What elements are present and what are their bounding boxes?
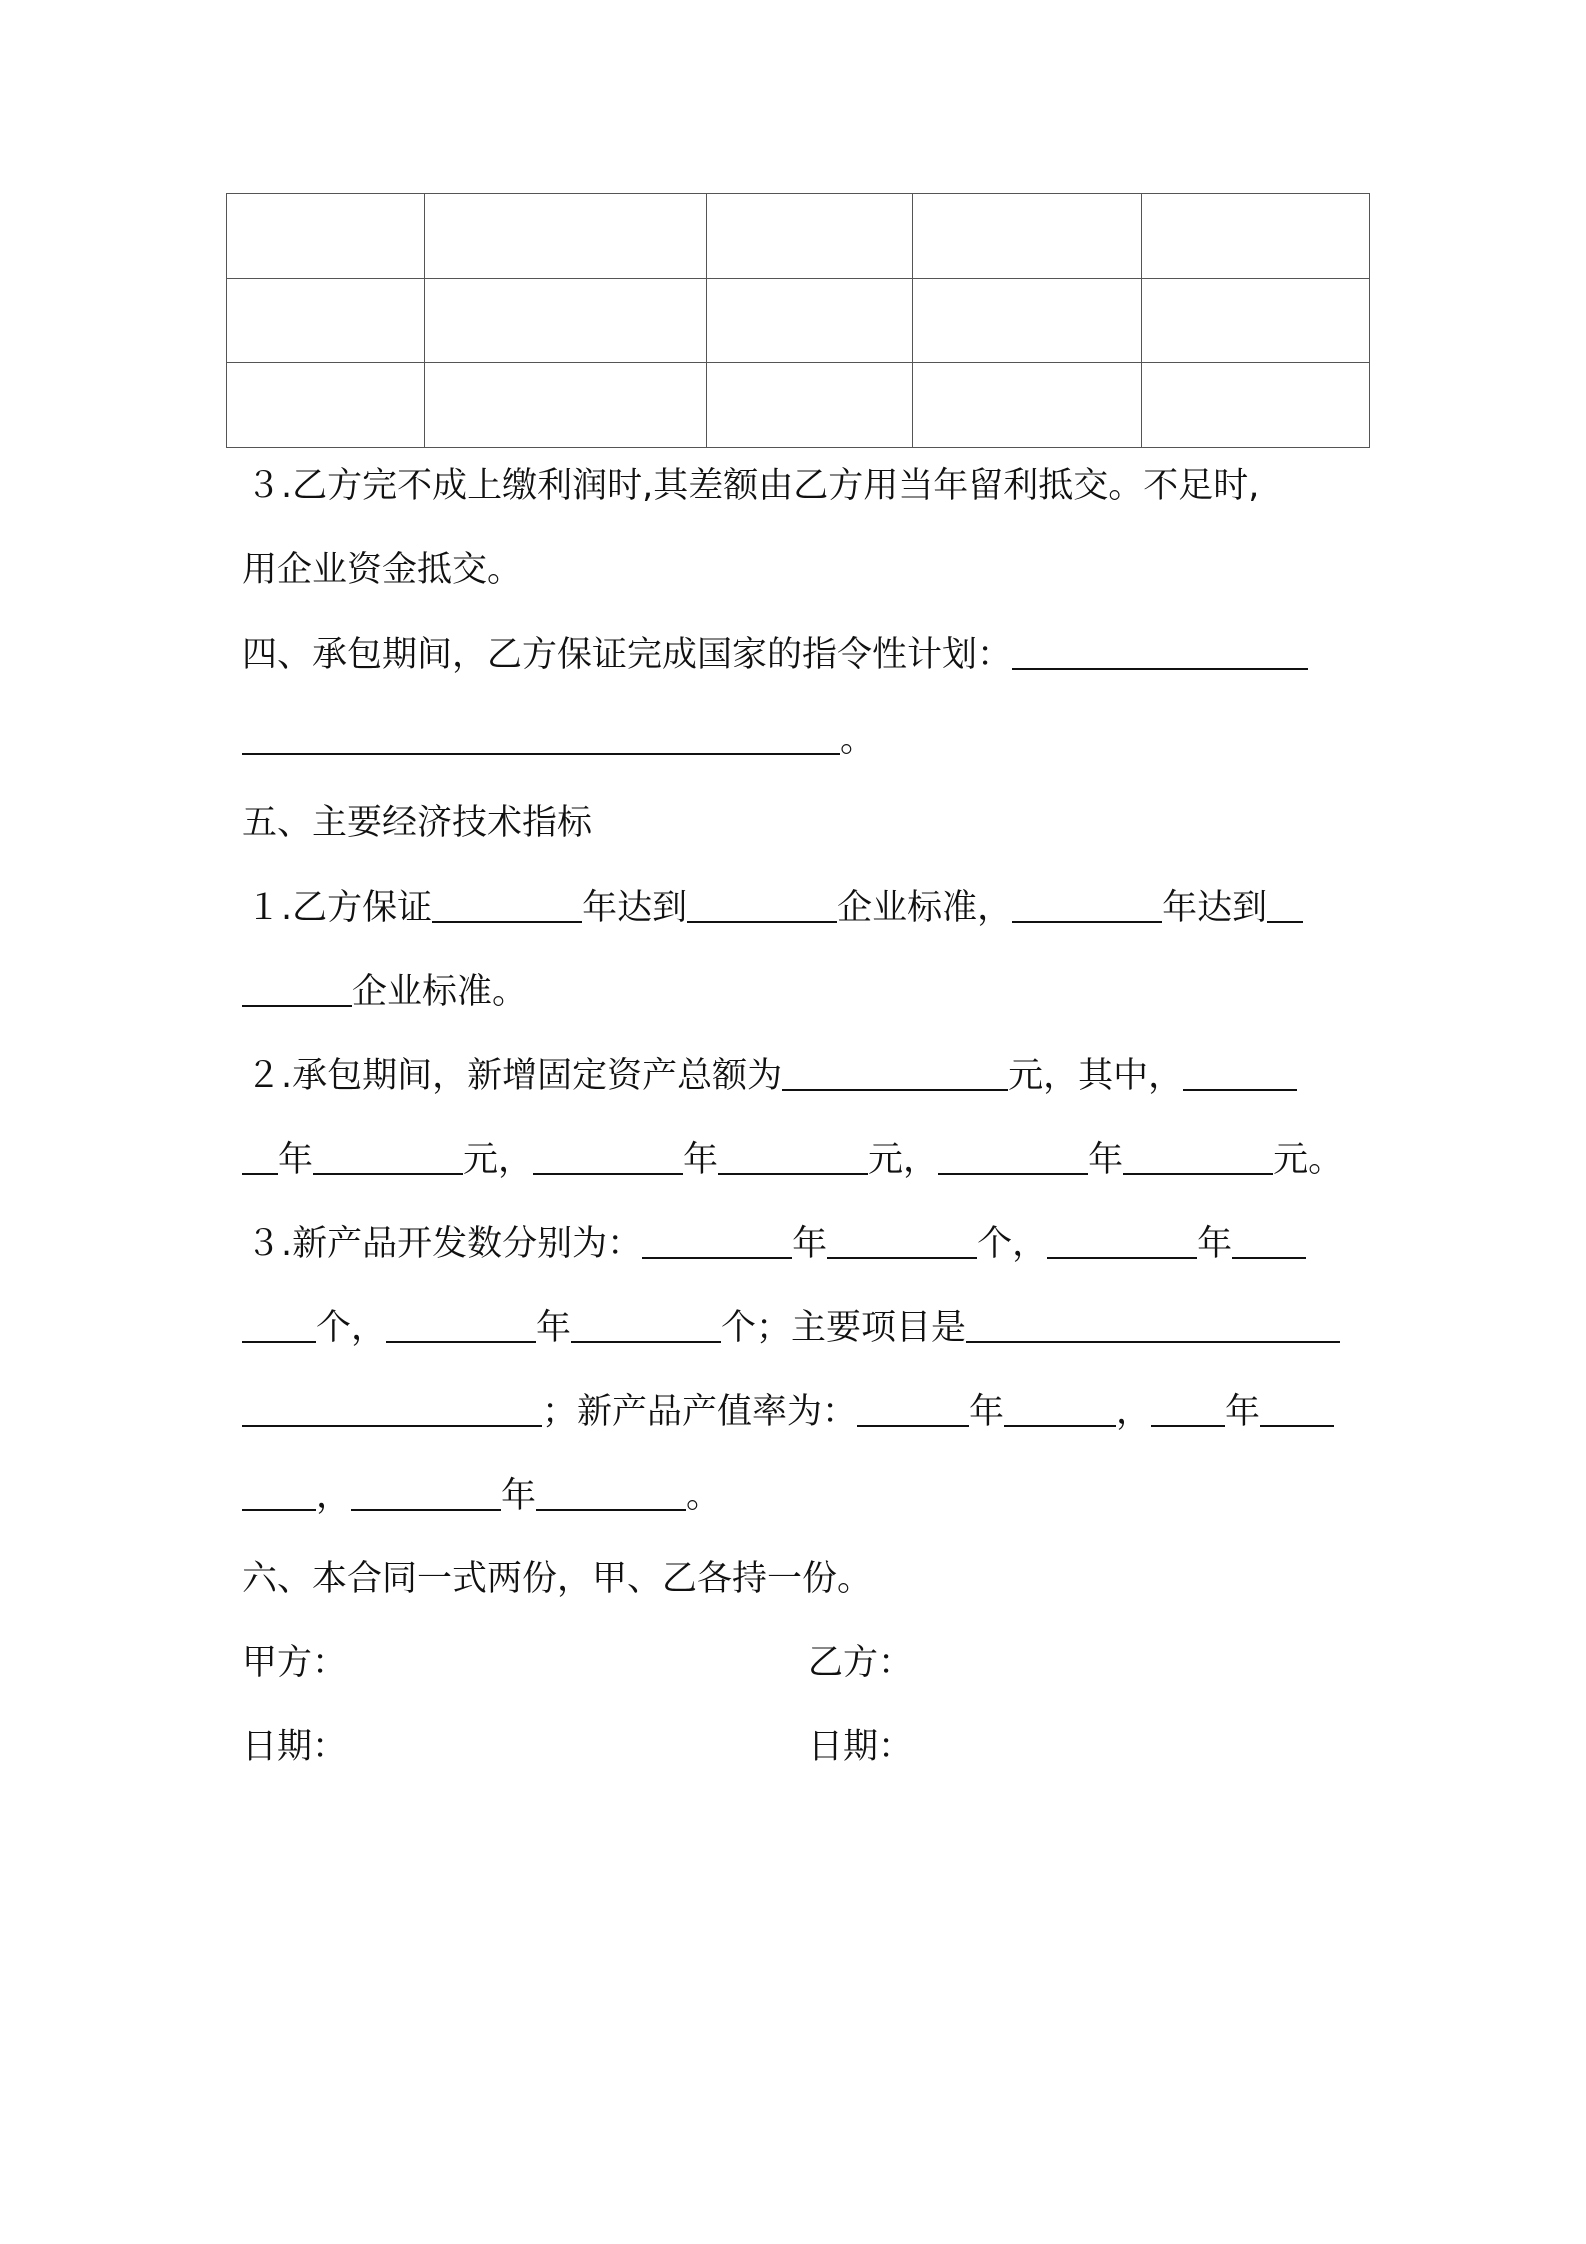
item-3-line-2 [242,1305,1340,1349]
item-1-text: １.乙方保证 [246,888,433,928]
fill-blank[interactable] [1047,1221,1197,1259]
clause-3-line-1: ３.乙方完不成上缴利润时,其差额由乙方用当年留利抵交。不足时, [246,466,1260,506]
item-2-text: ２.承包期间，新增固定资产总额为 [246,1056,783,1096]
item-2-text: 元，其中， [1008,1056,1184,1096]
item-2-line-1 [246,1053,1297,1097]
fill-blank[interactable] [718,1137,868,1175]
section-4-end: 。 [840,720,876,760]
item-2-text: 年 [1088,1140,1124,1180]
item-3-text: 个， [316,1308,387,1348]
item-1-text: 企业标准， [837,888,1013,928]
fill-blank[interactable] [642,1221,792,1259]
item-3-text: 个， [977,1224,1048,1264]
fill-blank[interactable] [857,1389,969,1427]
fill-blank[interactable] [242,717,840,755]
fill-blank[interactable] [533,1137,683,1175]
fill-blank[interactable] [536,1473,686,1511]
table-cell [913,278,1142,363]
fill-blank[interactable] [1151,1389,1225,1427]
item-3-text: 年 [969,1392,1005,1432]
item-2-text: 元。 [1273,1140,1344,1180]
party-a-label: 甲方： [242,1643,348,1683]
item-3-text: 年 [501,1476,537,1516]
fill-blank[interactable] [1267,885,1303,923]
fill-blank[interactable] [351,1473,501,1511]
item-3-line-3 [242,1389,1334,1433]
clause-3-line-2: 用企业资金抵交。 [242,550,523,590]
item-3-text: 年 [536,1308,572,1348]
item-3-line-4 [242,1473,721,1517]
fill-blank[interactable] [313,1137,463,1175]
table-cell [913,363,1142,448]
table-cell [1142,363,1370,448]
table-cell [425,194,707,279]
table-row [227,363,1370,448]
item-3-text: 年 [1225,1392,1261,1432]
item-1-text: 年达到 [582,888,688,928]
item-3-text: 个；主要项目是 [721,1308,967,1348]
section-4-line-2 [242,717,875,761]
item-3-text: 年 [1197,1224,1233,1264]
fill-blank[interactable] [386,1305,536,1343]
fill-blank[interactable] [242,1389,542,1427]
item-1-line-2 [242,969,527,1013]
table-cell [1142,278,1370,363]
table-cell [1142,194,1370,279]
fill-blank[interactable] [782,1053,1008,1091]
fill-blank[interactable] [1183,1053,1297,1091]
date-b-label: 日期： [808,1727,914,1767]
fill-blank[interactable] [571,1305,721,1343]
fill-blank[interactable] [242,1137,278,1175]
table-cell [227,363,425,448]
fill-blank[interactable] [1232,1221,1306,1259]
item-3-text: 年 [792,1224,828,1264]
fill-blank[interactable] [1012,885,1162,923]
section-6-line: 六、本合同一式两份，甲、乙各持一份。 [242,1559,873,1599]
item-2-text: 年 [683,1140,719,1180]
table-cell [227,278,425,363]
table-cell [707,278,913,363]
item-3-text: ， [316,1476,352,1516]
item-2-text: 年 [278,1140,314,1180]
item-1-text: 年达到 [1162,888,1268,928]
party-b-label: 乙方： [808,1643,914,1683]
date-a-label: 日期： [242,1727,348,1767]
table-cell [425,363,707,448]
fill-blank[interactable] [242,1305,316,1343]
table-row [227,278,1370,363]
table-cell [707,363,913,448]
fill-blank[interactable] [432,885,582,923]
table-cell [425,278,707,363]
fill-blank[interactable] [938,1137,1088,1175]
table-row [227,194,1370,279]
fill-blank[interactable] [687,885,837,923]
fill-blank[interactable] [1123,1137,1273,1175]
item-3-text: ３.新产品开发数分别为： [246,1224,643,1264]
item-1-line-1 [246,885,1303,929]
item-2-line-2 [242,1137,1343,1181]
section-5-heading: 五、主要经济技术指标 [242,803,593,843]
section-4-line-1 [242,632,1308,676]
fill-blank[interactable] [242,1473,316,1511]
fill-blank[interactable] [1012,632,1308,670]
fill-blank[interactable] [1004,1389,1116,1427]
fill-blank[interactable] [242,969,352,1007]
item-3-text: ；新产品产值率为： [542,1392,858,1432]
blank-table [226,193,1370,448]
item-3-text: 。 [686,1476,722,1516]
fill-blank[interactable] [827,1221,977,1259]
item-2-text: 元， [463,1140,534,1180]
table-cell [913,194,1142,279]
table-cell [707,194,913,279]
section-4-text: 四、承包期间，乙方保证完成国家的指令性计划： [242,635,1013,675]
item-3-text: ， [1116,1392,1152,1432]
item-1-text: 企业标准。 [352,972,528,1012]
fill-blank[interactable] [966,1305,1340,1343]
table-cell [227,194,425,279]
fill-blank[interactable] [1260,1389,1334,1427]
item-3-line-1 [246,1221,1306,1265]
item-2-text: 元， [868,1140,939,1180]
